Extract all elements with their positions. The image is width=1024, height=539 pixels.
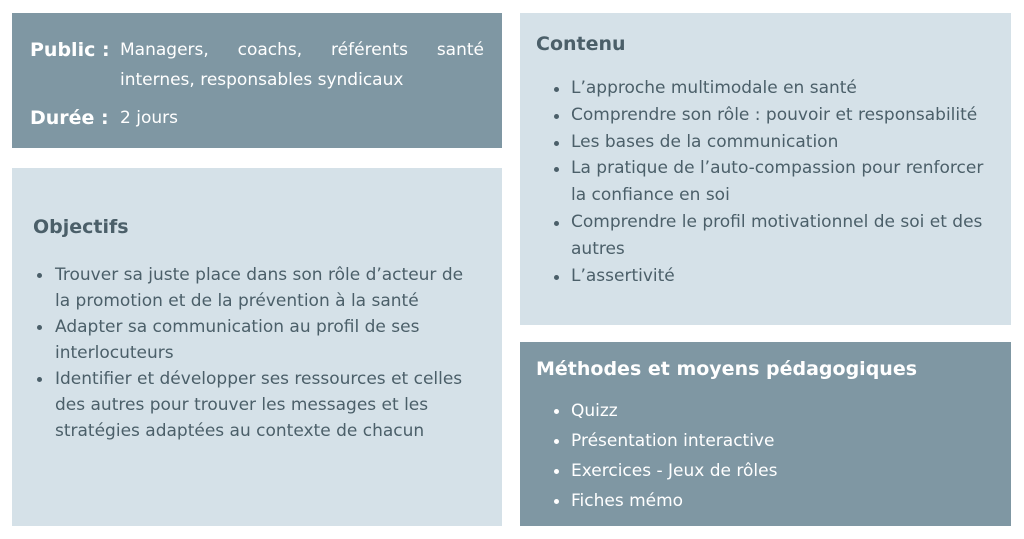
methods-item: Exercices - Jeux de rôles xyxy=(536,456,995,486)
methods-title: Méthodes et moyens pédagogiques xyxy=(536,358,918,380)
objectives-item: Trouver sa juste place dans son rôle d’acteur de la promotion et de la prévention à la santé xyxy=(33,262,482,314)
public-label: Public : xyxy=(30,39,110,61)
content-list xyxy=(536,75,995,289)
methods-item: Fiches mémo xyxy=(536,486,995,516)
public-row xyxy=(30,35,484,95)
duration-value: 2 jours xyxy=(120,108,178,128)
objectives-list xyxy=(33,262,482,444)
content-panel xyxy=(520,13,1011,325)
methods-panel xyxy=(520,342,1011,526)
duration-row xyxy=(30,103,484,133)
content-item: L’assertivité xyxy=(536,263,995,290)
objectives-panel xyxy=(12,168,502,526)
duration-label: Durée : xyxy=(30,107,109,129)
content-item: Comprendre son rôle : pouvoir et responsabilité xyxy=(536,102,995,129)
public-value: Managers, coachs, référents santé internes, responsables syndicaux xyxy=(120,40,484,90)
content-item: La pratique de l’auto-compassion pour renforcer la confiance en soi xyxy=(536,155,995,209)
content-title: Contenu xyxy=(536,33,626,55)
objectives-item: Identifier et développer ses ressources et celles des autres pour trouver les messages et les stratégies adaptées au contexte de chacun xyxy=(33,366,482,444)
content-item: L’approche multimodale en santé xyxy=(536,75,995,102)
objectives-item: Adapter sa communication au profil de ses interlocuteurs xyxy=(33,314,482,366)
methods-item: Présentation interactive xyxy=(536,426,995,456)
content-item: Comprendre le profil motivationnel de soi et des autres xyxy=(536,209,995,263)
content-item: Les bases de la communication xyxy=(536,129,995,156)
methods-item: Quizz xyxy=(536,396,995,426)
methods-list xyxy=(536,396,995,516)
objectives-title: Objectifs xyxy=(33,216,129,238)
public-duration-panel xyxy=(12,13,502,148)
